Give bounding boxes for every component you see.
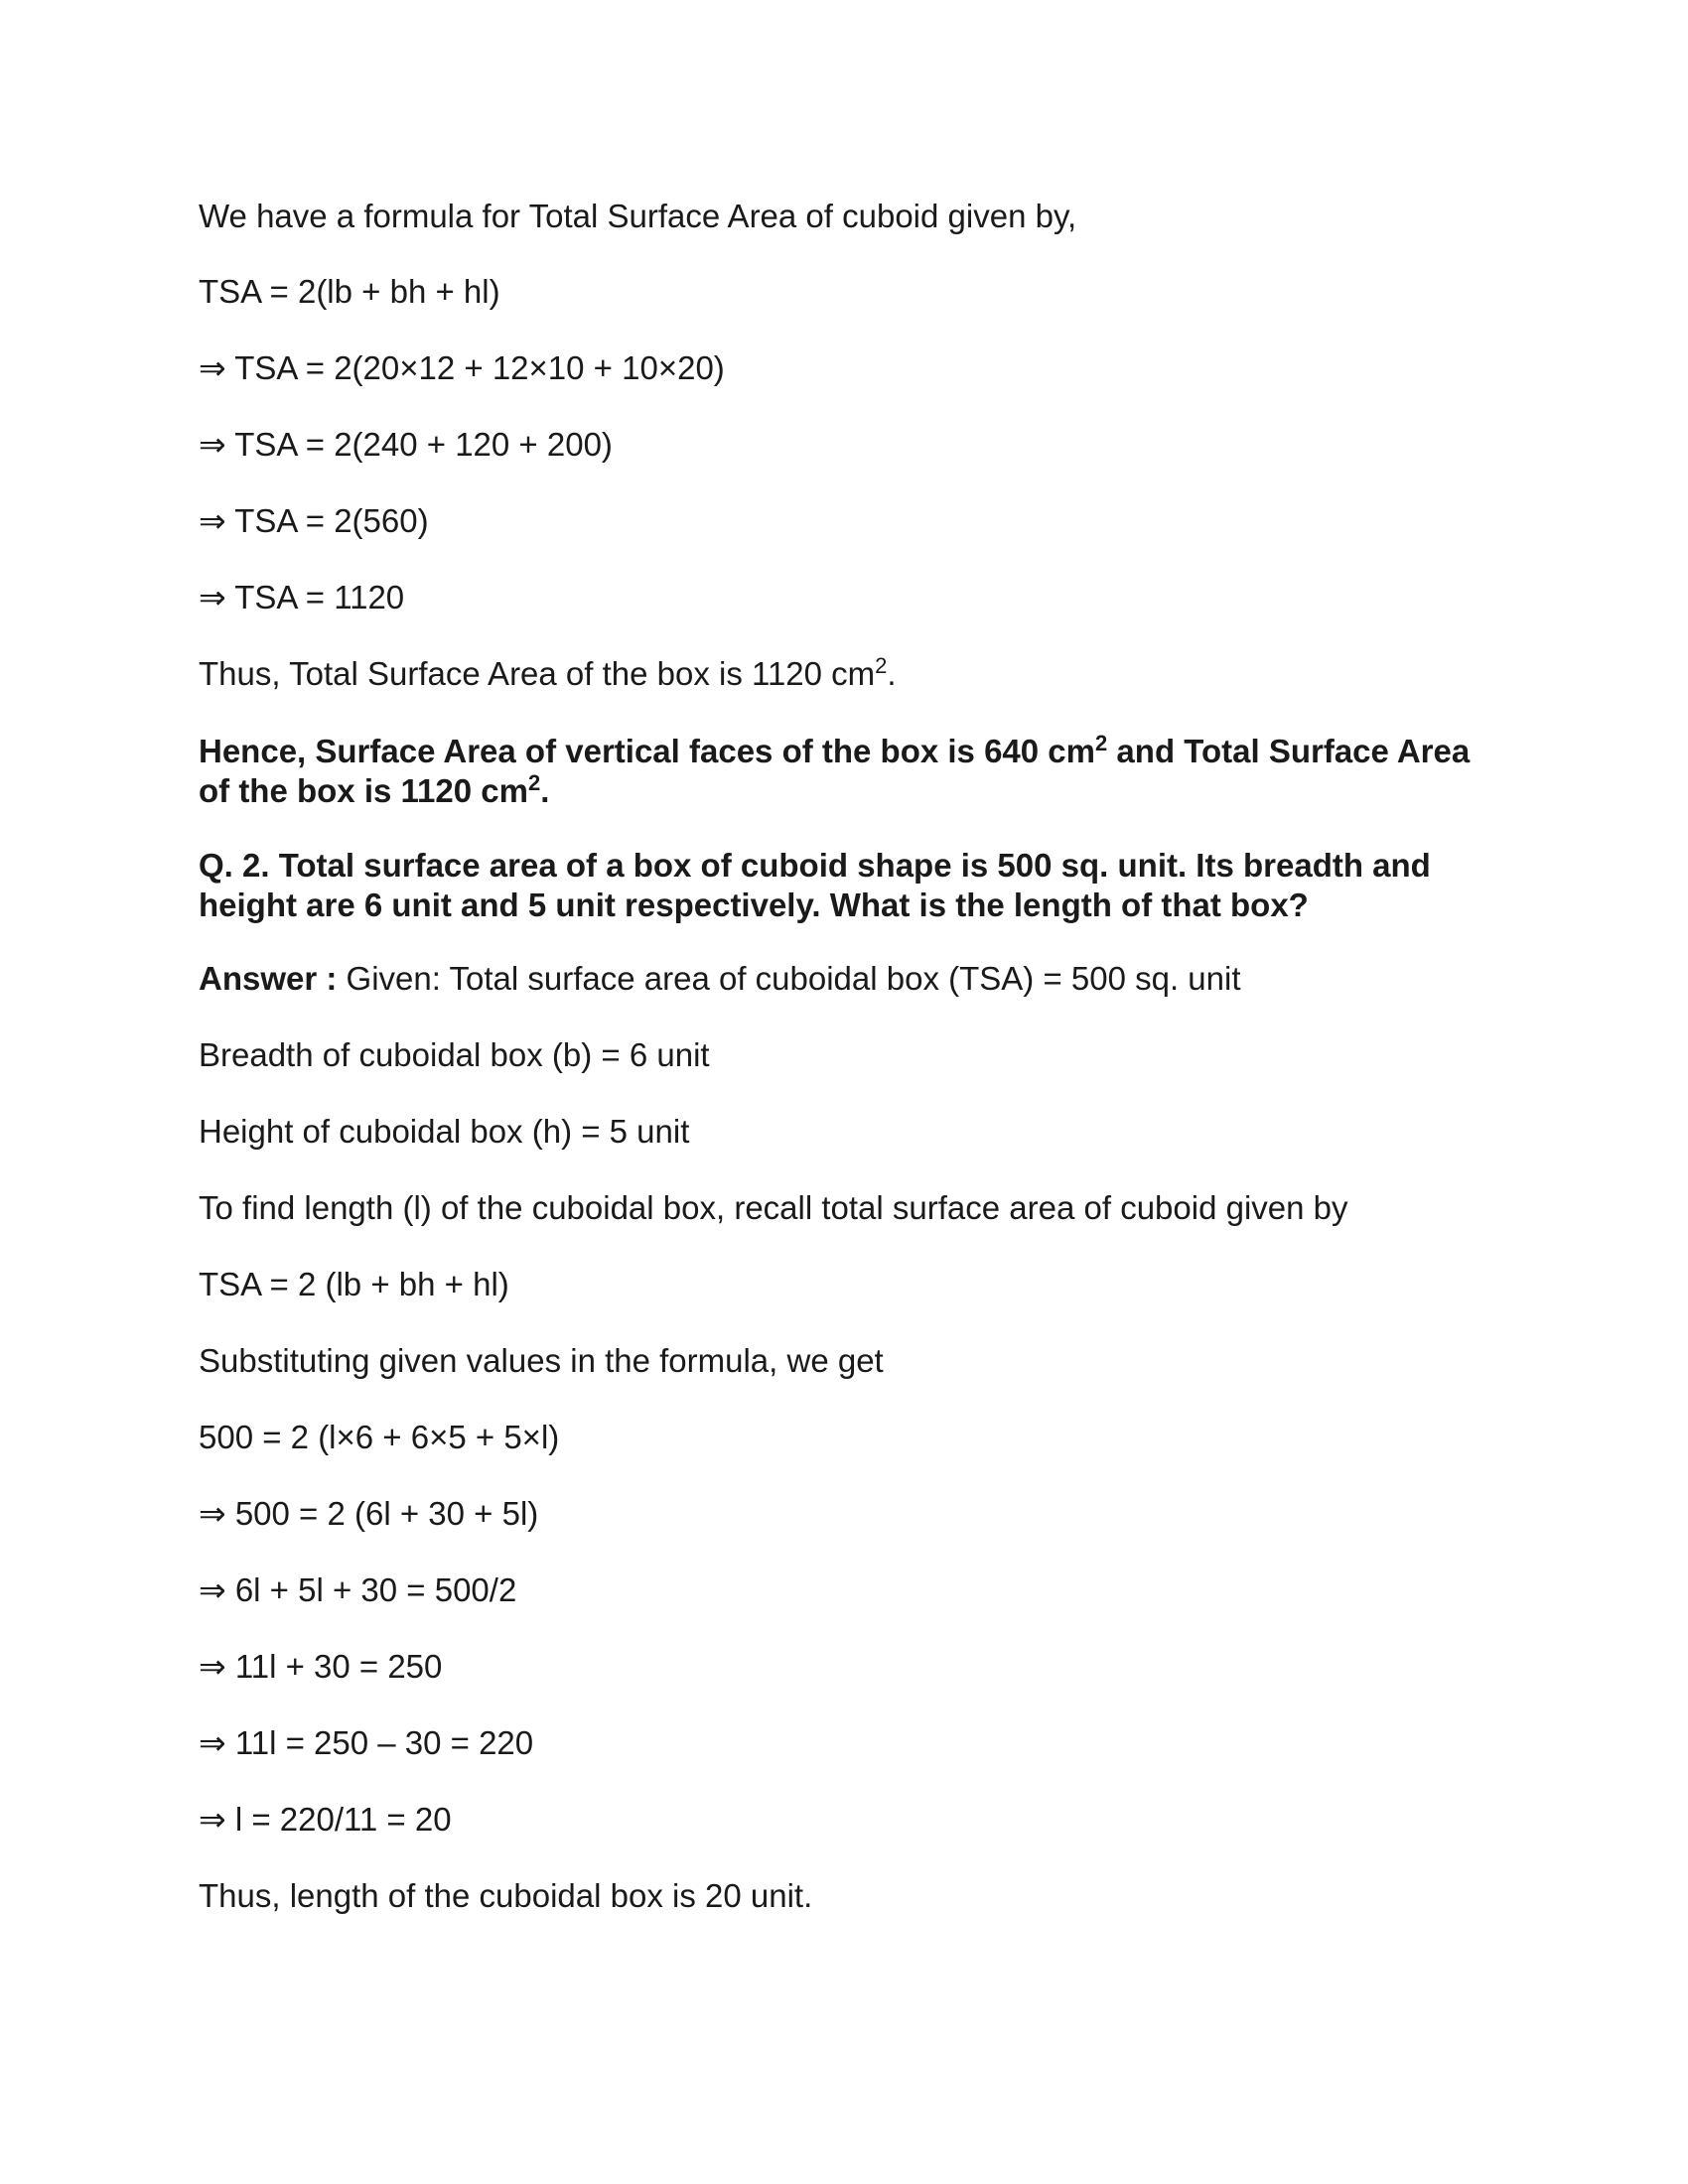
thus-total-surface-area	[199, 654, 897, 694]
substituting-text: Substituting given values in the formula, we get	[199, 1342, 884, 1379]
step-sum: ⇒ TSA = 2(560)	[199, 502, 429, 539]
intro-text: We have a formula for Total Surface Area of cuboid given by,	[199, 198, 1077, 234]
equation-1: 500 = 2 (l×6 + 6×5 + 5×l)	[199, 1419, 560, 1455]
given-height: Height of cuboidal box (h) = 5 unit	[199, 1113, 690, 1150]
equation-5: ⇒ 11l = 250 – 30 = 220	[199, 1724, 534, 1761]
conclusion-length: Thus, length of the cuboidal box is 20 unit.	[199, 1877, 813, 1914]
answer-given	[199, 959, 1241, 999]
equation-6: ⇒ l = 220/11 = 20	[199, 1801, 452, 1838]
given-breadth: Breadth of cuboidal box (b) = 6 unit	[199, 1036, 710, 1073]
to-find-length: To find length (l) of the cuboidal box, recall total surface area of cuboid given by	[199, 1189, 1348, 1226]
equation-4: ⇒ 11l + 30 = 250	[199, 1648, 443, 1685]
step-products: ⇒ TSA = 2(240 + 120 + 200)	[199, 426, 613, 463]
thus-text: Thus, Total Surface Area of the box is 1120 cm	[199, 655, 876, 692]
answer-label: Answer :	[199, 960, 338, 997]
hence-part2: and Total Surface Area of the box is 1120 cm	[199, 733, 1471, 809]
question-2: Q. 2. Total surface area of a box of cuboid shape is 500 sq. unit. Its breadth and height are 6 unit and 5 unit respectively. What is the length of that box?	[199, 847, 1431, 923]
equation-3: ⇒ 6l + 5l + 30 = 500/2	[199, 1571, 517, 1608]
answer-text: Given: Total surface area of cuboidal box (TSA) = 500 sq. unit	[337, 960, 1241, 997]
hence-part1: Hence, Surface Area of vertical faces of the box is 640 cm	[199, 733, 1096, 769]
equation-2: ⇒ 500 = 2 (6l + 30 + 5l)	[199, 1495, 539, 1532]
superscript: 2	[527, 770, 541, 795]
superscript: 2	[875, 653, 888, 678]
period: .	[540, 772, 550, 809]
step-substitution: ⇒ TSA = 2(20×12 + 12×10 + 10×20)	[199, 349, 725, 386]
step-result: ⇒ TSA = 1120	[199, 579, 405, 615]
formula-tsa-2: TSA = 2 (lb + bh + hl)	[199, 1266, 509, 1302]
period: .	[887, 655, 897, 692]
superscript: 2	[1095, 731, 1108, 755]
formula-tsa: TSA = 2(lb + bh + hl)	[199, 273, 500, 310]
hence-conclusion	[199, 732, 1509, 811]
